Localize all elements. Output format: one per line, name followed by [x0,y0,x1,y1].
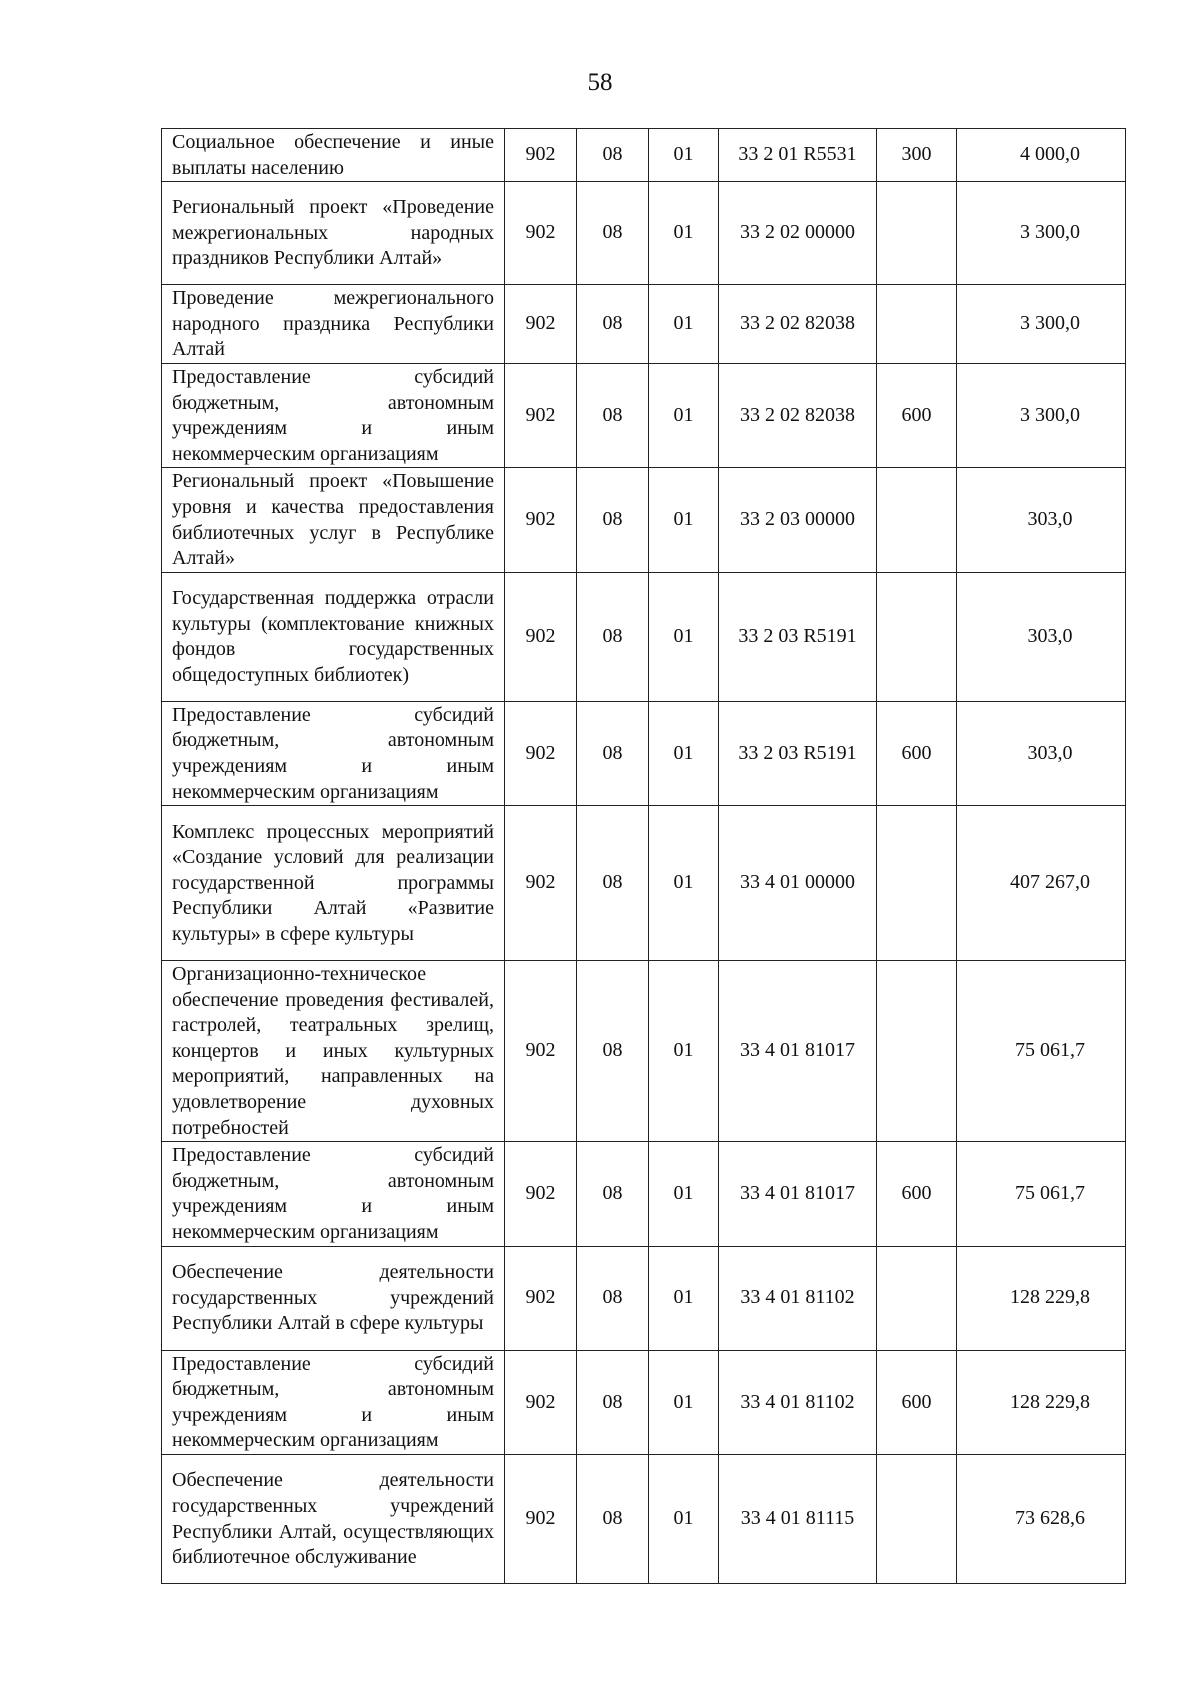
vr-code [877,806,957,961]
table-row [162,701,1126,805]
ved-code: 902 [505,1142,577,1246]
razdel-code: 08 [577,806,649,961]
row-name: Предоставление субсидий бюджетным, автономным учреждениям и иным некоммерческим организациям [162,1142,505,1246]
vr-code: 600 [877,1142,957,1246]
table-row [162,129,1126,182]
vr-code [877,285,957,364]
row-name: Региональный проект «Проведение межрегиональных народных праздников Республики Алтай» [162,182,505,285]
budget-table [161,128,1126,1584]
podrazdel-code: 01 [649,572,719,701]
table-row [162,961,1126,1142]
ved-code: 902 [505,806,577,961]
ved-code: 902 [505,1455,577,1584]
ved-code: 902 [505,129,577,182]
table-row [162,1455,1126,1584]
page-number: 58 [587,69,613,96]
table-row [162,285,1126,364]
csr-code: 33 4 01 00000 [719,806,877,961]
vr-code [877,961,957,1142]
razdel-code: 08 [577,1246,649,1350]
ved-code: 902 [505,572,577,701]
razdel-code: 08 [577,285,649,364]
podrazdel-code: 01 [649,1246,719,1350]
podrazdel-code: 01 [649,129,719,182]
row-name: Обеспечение деятельности государственных учреждений Республики Алтай в сфере культуры [162,1246,505,1350]
row-name: Предоставление субсидий бюджетным, автономным учреждениям и иным некоммерческим организациям [162,701,505,805]
table-row [162,1142,1126,1246]
ved-code: 902 [505,1246,577,1350]
ved-code: 902 [505,1350,577,1454]
csr-code: 33 2 03 00000 [719,468,877,572]
amount: 303,0 [957,468,1126,572]
vr-code [877,468,957,572]
razdel-code: 08 [577,1350,649,1454]
amount: 303,0 [957,701,1126,805]
podrazdel-code: 01 [649,961,719,1142]
csr-code: 33 2 03 R5191 [719,701,877,805]
razdel-code: 08 [577,1142,649,1246]
razdel-code: 08 [577,129,649,182]
row-name: Проведение межрегионального народного праздника Республики Алтай [162,285,505,364]
razdel-code: 08 [577,363,649,467]
razdel-code: 08 [577,961,649,1142]
row-name: Комплекс процессных мероприятий «Создание условий для реализации государственной программы Республики Алтай «Развитие культуры» в сфере культуры [162,806,505,961]
podrazdel-code: 01 [649,806,719,961]
csr-code: 33 2 02 82038 [719,285,877,364]
podrazdel-code: 01 [649,182,719,285]
podrazdel-code: 01 [649,285,719,364]
row-name: Государственная поддержка отрасли культуры (комплектование книжных фондов государственных общедоступных библиотек) [162,572,505,701]
csr-code: 33 4 01 81017 [719,961,877,1142]
ved-code: 902 [505,701,577,805]
vr-code [877,182,957,285]
vr-code: 600 [877,701,957,805]
ved-code: 902 [505,182,577,285]
vr-code: 600 [877,363,957,467]
razdel-code: 08 [577,468,649,572]
ved-code: 902 [505,468,577,572]
vr-code [877,1455,957,1584]
table-row [162,572,1126,701]
podrazdel-code: 01 [649,468,719,572]
vr-code [877,1246,957,1350]
amount: 4 000,0 [957,129,1126,182]
razdel-code: 08 [577,572,649,701]
row-name: Предоставление субсидий бюджетным, автономным учреждениям и иным некоммерческим организациям [162,1350,505,1454]
amount: 73 628,6 [957,1455,1126,1584]
ved-code: 902 [505,961,577,1142]
amount: 128 229,8 [957,1246,1126,1350]
amount: 75 061,7 [957,1142,1126,1246]
csr-code: 33 4 01 81115 [719,1455,877,1584]
podrazdel-code: 01 [649,1350,719,1454]
amount: 407 267,0 [957,806,1126,961]
table-row [162,363,1126,467]
row-name: Социальное обеспечение и иные выплаты населению [162,129,505,182]
vr-code: 600 [877,1350,957,1454]
podrazdel-code: 01 [649,701,719,805]
csr-code: 33 4 01 81102 [719,1350,877,1454]
row-name: Обеспечение деятельности государственных учреждений Республики Алтай, осуществляющих библиотечное обслуживание [162,1455,505,1584]
amount: 128 229,8 [957,1350,1126,1454]
podrazdel-code: 01 [649,363,719,467]
row-name: Организационно-техническое обеспечение проведения фестивалей, гастролей, театральных зрелищ, концертов и иных культурных мероприятий, направленных на удовлетворение духовных потребностей [162,961,505,1142]
podrazdel-code: 01 [649,1142,719,1246]
csr-code: 33 2 02 00000 [719,182,877,285]
razdel-code: 08 [577,182,649,285]
amount: 3 300,0 [957,285,1126,364]
ved-code: 902 [505,363,577,467]
vr-code: 300 [877,129,957,182]
row-name: Региональный проект «Повышение уровня и качества предоставления библиотечных услуг в Республике Алтай» [162,468,505,572]
vr-code [877,572,957,701]
csr-code: 33 2 01 R5531 [719,129,877,182]
amount: 75 061,7 [957,961,1126,1142]
table-row [162,1246,1126,1350]
amount: 303,0 [957,572,1126,701]
table-row [162,1350,1126,1454]
razdel-code: 08 [577,1455,649,1584]
podrazdel-code: 01 [649,1455,719,1584]
csr-code: 33 2 02 82038 [719,363,877,467]
ved-code: 902 [505,285,577,364]
row-name: Предоставление субсидий бюджетным, автономным учреждениям и иным некоммерческим организациям [162,363,505,467]
table-row [162,468,1126,572]
amount: 3 300,0 [957,182,1126,285]
amount: 3 300,0 [957,363,1126,467]
table-row [162,806,1126,961]
csr-code: 33 4 01 81017 [719,1142,877,1246]
table-row [162,182,1126,285]
csr-code: 33 4 01 81102 [719,1246,877,1350]
csr-code: 33 2 03 R5191 [719,572,877,701]
razdel-code: 08 [577,701,649,805]
